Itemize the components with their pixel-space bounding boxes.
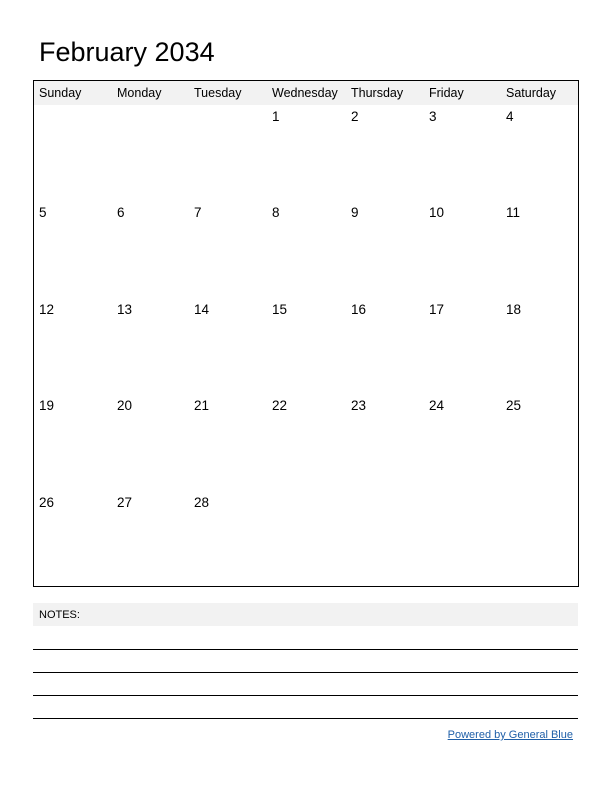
day-cell xyxy=(34,201,112,297)
powered-by-link[interactable]: Powered by General Blue xyxy=(447,729,573,741)
day-number: 23 xyxy=(351,398,367,413)
day-cell xyxy=(189,105,267,201)
day-number: 12 xyxy=(39,302,55,317)
day-number: 14 xyxy=(194,302,210,317)
notes-label: NOTES: xyxy=(39,609,80,621)
day-cell xyxy=(267,201,345,297)
note-line xyxy=(33,718,578,719)
weekday-tuesday: Tuesday xyxy=(194,86,242,100)
weekday-monday: Monday xyxy=(117,86,162,100)
day-cell xyxy=(501,491,579,587)
day-cell xyxy=(189,491,267,587)
day-number: 2 xyxy=(351,109,359,124)
day-number: 25 xyxy=(506,398,522,413)
calendar-grid xyxy=(33,80,579,587)
day-cell xyxy=(501,394,579,490)
day-number: 7 xyxy=(194,205,202,220)
day-cell xyxy=(112,105,190,201)
day-cell xyxy=(112,491,190,587)
day-cell xyxy=(424,298,502,394)
day-cell xyxy=(501,298,579,394)
day-number: 20 xyxy=(117,398,133,413)
weekday-header-row xyxy=(34,81,578,105)
day-number: 21 xyxy=(194,398,210,413)
day-cell xyxy=(34,298,112,394)
day-number: 10 xyxy=(429,205,445,220)
weekday-saturday: Saturday xyxy=(506,86,557,100)
day-number: 17 xyxy=(429,302,445,317)
day-cell xyxy=(424,105,502,201)
day-cell xyxy=(267,491,345,587)
day-cell xyxy=(267,394,345,490)
day-number: 3 xyxy=(429,109,437,124)
day-cell xyxy=(34,491,112,587)
day-number: 13 xyxy=(117,302,133,317)
day-cell xyxy=(34,105,112,201)
note-line xyxy=(33,649,578,650)
day-number: 15 xyxy=(272,302,288,317)
day-cell xyxy=(189,394,267,490)
day-number: 1 xyxy=(272,109,280,124)
day-number: 19 xyxy=(39,398,55,413)
day-number: 24 xyxy=(429,398,445,413)
day-cell xyxy=(112,394,190,490)
day-cell xyxy=(346,298,424,394)
day-cell xyxy=(424,201,502,297)
day-cell xyxy=(501,105,579,201)
day-cell xyxy=(501,201,579,297)
notes-header xyxy=(33,603,578,626)
day-number: 18 xyxy=(506,302,522,317)
day-cell xyxy=(267,105,345,201)
weekday-wednesday: Wednesday xyxy=(272,86,338,100)
day-cell xyxy=(346,394,424,490)
day-number: 11 xyxy=(506,205,521,220)
day-number: 22 xyxy=(272,398,288,413)
day-cell xyxy=(346,105,424,201)
weekday-sunday: Sunday xyxy=(39,86,82,100)
weekday-thursday: Thursday xyxy=(351,86,404,100)
day-cell xyxy=(267,298,345,394)
day-number: 28 xyxy=(194,495,210,510)
day-cell xyxy=(112,201,190,297)
day-cell xyxy=(34,394,112,490)
day-cell xyxy=(189,201,267,297)
day-cell xyxy=(112,298,190,394)
day-number: 26 xyxy=(39,495,55,510)
day-number: 4 xyxy=(506,109,514,124)
day-cell xyxy=(424,394,502,490)
day-number: 5 xyxy=(39,205,47,220)
day-cell xyxy=(424,491,502,587)
day-number: 8 xyxy=(272,205,280,220)
page-title: February 2034 xyxy=(39,37,215,67)
day-cell xyxy=(346,491,424,587)
day-cell xyxy=(189,298,267,394)
weekday-friday: Friday xyxy=(429,86,464,100)
note-line xyxy=(33,695,578,696)
day-number: 16 xyxy=(351,302,367,317)
day-number: 9 xyxy=(351,205,359,220)
day-number: 27 xyxy=(117,495,133,510)
note-line xyxy=(33,672,578,673)
day-cell xyxy=(346,201,424,297)
day-number: 6 xyxy=(117,205,125,220)
